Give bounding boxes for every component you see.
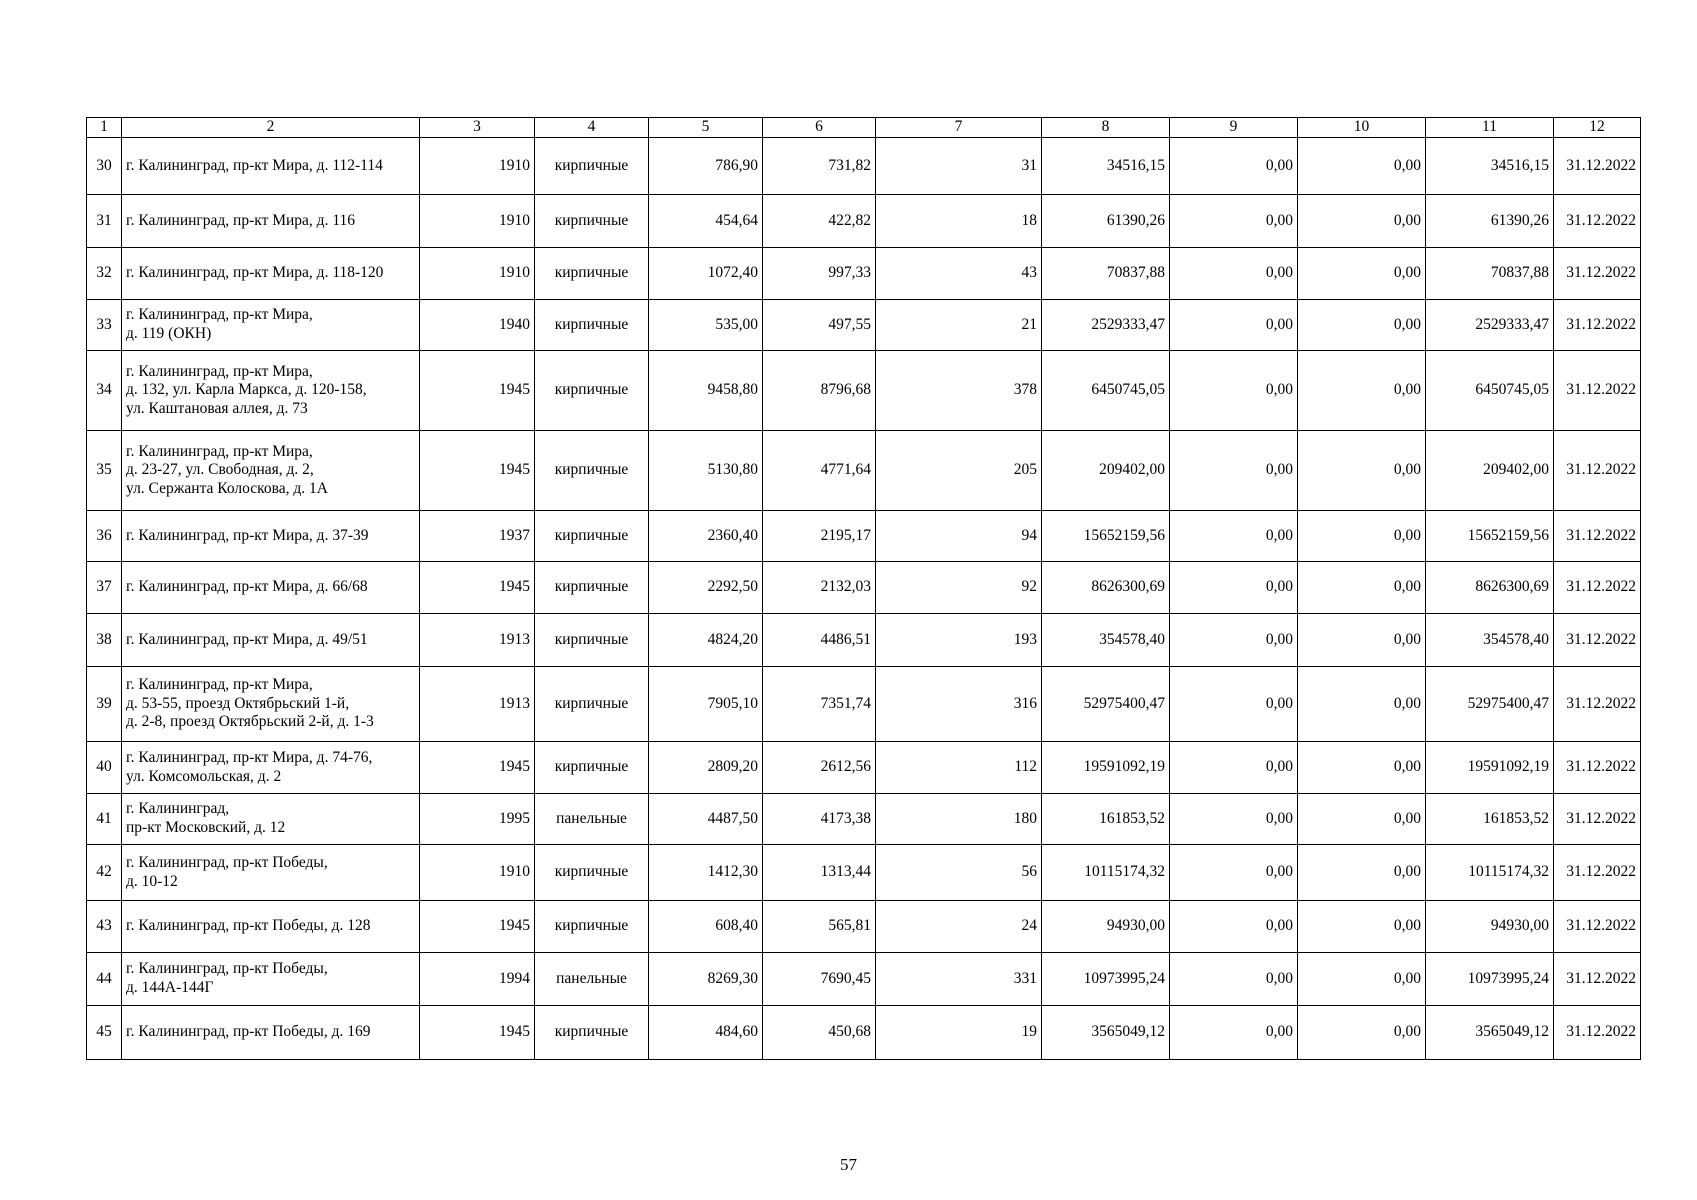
column-number-header-row — [87, 118, 1641, 138]
cell-num: 40 — [87, 742, 122, 794]
cell-v8: 8626300,69 — [1042, 562, 1170, 614]
cell-v9: 0,00 — [1170, 562, 1298, 614]
table-row — [87, 300, 1641, 351]
cell-year: 1940 — [420, 300, 535, 351]
cell-v6: 7690,45 — [763, 953, 876, 1006]
cell-v9: 0,00 — [1170, 248, 1298, 300]
cell-v5: 484,60 — [649, 1006, 763, 1060]
address-line: д. 144А-144Г — [126, 979, 214, 996]
cell-v11: 10115174,32 — [1426, 845, 1554, 901]
cell-v10: 0,00 — [1298, 431, 1426, 511]
cell-v11: 161853,52 — [1426, 794, 1554, 845]
cell-v7: 331 — [876, 953, 1042, 1006]
cell-v9: 0,00 — [1170, 431, 1298, 511]
cell-v7: 316 — [876, 667, 1042, 742]
cell-year: 1913 — [420, 667, 535, 742]
column-header: 4 — [535, 118, 649, 138]
cell-v5: 786,90 — [649, 138, 763, 195]
cell-date: 31.12.2022 — [1554, 742, 1641, 794]
cell-v5: 454,64 — [649, 195, 763, 248]
cell-year: 1910 — [420, 195, 535, 248]
address-line: г. Калининград, пр-кт Мира, д. 118-120 — [126, 264, 384, 282]
cell-v8: 10115174,32 — [1042, 845, 1170, 901]
cell-num: 32 — [87, 248, 122, 300]
address-line: г. Калининград, пр-кт Мира, — [126, 442, 313, 460]
cell-date: 31.12.2022 — [1554, 901, 1641, 953]
cell-v10: 0,00 — [1298, 300, 1426, 351]
cell-v6: 497,55 — [763, 300, 876, 351]
cell-v11: 2529333,47 — [1426, 300, 1554, 351]
cell-v6: 7351,74 — [763, 667, 876, 742]
cell-v10: 0,00 — [1298, 562, 1426, 614]
cell-v7: 92 — [876, 562, 1042, 614]
table-row — [87, 901, 1641, 953]
address-line: г. Калининград, пр-кт Победы, — [126, 853, 328, 871]
cell-v5: 1412,30 — [649, 845, 763, 901]
cell-num: 38 — [87, 614, 122, 667]
cell-v6: 4486,51 — [763, 614, 876, 667]
cell-v10: 0,00 — [1298, 511, 1426, 562]
table-row — [87, 742, 1641, 794]
table-row — [87, 511, 1641, 562]
table-row — [87, 562, 1641, 614]
cell-v9: 0,00 — [1170, 300, 1298, 351]
cell-address — [122, 901, 420, 953]
table-row — [87, 351, 1641, 431]
cell-v10: 0,00 — [1298, 614, 1426, 667]
address-line: г. Калининград, пр-кт Мира, д. 37-39 — [126, 526, 369, 544]
cell-v9: 0,00 — [1170, 845, 1298, 901]
cell-mat: кирпичные — [535, 351, 649, 431]
address-line: г. Калининград, пр-кт Победы, д. 128 — [126, 917, 371, 935]
cell-mat: кирпичные — [535, 195, 649, 248]
cell-v6: 422,82 — [763, 195, 876, 248]
cell-v9: 0,00 — [1170, 901, 1298, 953]
cell-year: 1945 — [420, 431, 535, 511]
cell-date: 31.12.2022 — [1554, 1006, 1641, 1060]
address-line: пр-кт Московский, д. 12 — [126, 819, 286, 836]
cell-mat: кирпичные — [535, 511, 649, 562]
cell-v9: 0,00 — [1170, 953, 1298, 1006]
cell-v8: 70837,88 — [1042, 248, 1170, 300]
cell-v6: 4173,38 — [763, 794, 876, 845]
cell-v9: 0,00 — [1170, 511, 1298, 562]
column-header: 8 — [1042, 118, 1170, 138]
address-line: д. 53-55, проезд Октябрьский 1-й, — [126, 694, 350, 712]
cell-num: 35 — [87, 431, 122, 511]
cell-v11: 354578,40 — [1426, 614, 1554, 667]
cell-v5: 2360,40 — [649, 511, 763, 562]
cell-num: 33 — [87, 300, 122, 351]
cell-year: 1945 — [420, 351, 535, 431]
cell-address — [122, 794, 420, 845]
cell-v5: 535,00 — [649, 300, 763, 351]
cell-address — [122, 845, 420, 901]
cell-address — [122, 300, 420, 351]
cell-v6: 450,68 — [763, 1006, 876, 1060]
cell-date: 31.12.2022 — [1554, 195, 1641, 248]
cell-v8: 15652159,56 — [1042, 511, 1170, 562]
cell-v8: 209402,00 — [1042, 431, 1170, 511]
cell-v5: 2292,50 — [649, 562, 763, 614]
table-row — [87, 953, 1641, 1006]
cell-v8: 34516,15 — [1042, 138, 1170, 195]
cell-v9: 0,00 — [1170, 614, 1298, 667]
table-row — [87, 248, 1641, 300]
cell-v9: 0,00 — [1170, 667, 1298, 742]
cell-date: 31.12.2022 — [1554, 511, 1641, 562]
cell-date: 31.12.2022 — [1554, 845, 1641, 901]
cell-mat: кирпичные — [535, 1006, 649, 1060]
cell-v10: 0,00 — [1298, 1006, 1426, 1060]
column-header: 7 — [876, 118, 1042, 138]
cell-v6: 731,82 — [763, 138, 876, 195]
cell-v5: 608,40 — [649, 901, 763, 953]
cell-v10: 0,00 — [1298, 248, 1426, 300]
cell-date: 31.12.2022 — [1554, 248, 1641, 300]
cell-v8: 6450745,05 — [1042, 351, 1170, 431]
address-line: ул. Сержанта Колоскова, д. 1А — [126, 479, 328, 497]
cell-v6: 1313,44 — [763, 845, 876, 901]
cell-address — [122, 248, 420, 300]
cell-address — [122, 351, 420, 431]
cell-v5: 9458,80 — [649, 351, 763, 431]
cell-v7: 18 — [876, 195, 1042, 248]
cell-num: 43 — [87, 901, 122, 953]
address-line: г. Калининград, пр-кт Мира, д. 66/68 — [126, 578, 368, 596]
cell-v8: 161853,52 — [1042, 794, 1170, 845]
cell-date: 31.12.2022 — [1554, 667, 1641, 742]
cell-address — [122, 953, 420, 1006]
cell-mat: кирпичные — [535, 248, 649, 300]
cell-v11: 6450745,05 — [1426, 351, 1554, 431]
table-row — [87, 845, 1641, 901]
table-row — [87, 138, 1641, 195]
cell-v7: 94 — [876, 511, 1042, 562]
cell-v10: 0,00 — [1298, 742, 1426, 794]
cell-v6: 4771,64 — [763, 431, 876, 511]
address-line: д. 119 (ОКН) — [126, 325, 212, 342]
cell-v9: 0,00 — [1170, 138, 1298, 195]
cell-v11: 70837,88 — [1426, 248, 1554, 300]
cell-num: 31 — [87, 195, 122, 248]
cell-year: 1937 — [420, 511, 535, 562]
cell-v6: 2132,03 — [763, 562, 876, 614]
cell-v10: 0,00 — [1298, 845, 1426, 901]
cell-v8: 94930,00 — [1042, 901, 1170, 953]
cell-v9: 0,00 — [1170, 351, 1298, 431]
cell-mat: панельные — [535, 794, 649, 845]
table-row — [87, 794, 1641, 845]
cell-v10: 0,00 — [1298, 667, 1426, 742]
cell-mat: кирпичные — [535, 614, 649, 667]
cell-v7: 180 — [876, 794, 1042, 845]
cell-v5: 5130,80 — [649, 431, 763, 511]
cell-num: 30 — [87, 138, 122, 195]
cell-address — [122, 431, 420, 511]
cell-date: 31.12.2022 — [1554, 138, 1641, 195]
cell-date: 31.12.2022 — [1554, 614, 1641, 667]
address-line: г. Калининград, пр-кт Мира, — [126, 306, 313, 324]
cell-v10: 0,00 — [1298, 953, 1426, 1006]
cell-address — [122, 614, 420, 667]
cell-v10: 0,00 — [1298, 901, 1426, 953]
cell-v6: 2612,56 — [763, 742, 876, 794]
cell-date: 31.12.2022 — [1554, 794, 1641, 845]
cell-mat: панельные — [535, 953, 649, 1006]
table-row — [87, 431, 1641, 511]
cell-v7: 19 — [876, 1006, 1042, 1060]
cell-v11: 94930,00 — [1426, 901, 1554, 953]
cell-address — [122, 742, 420, 794]
cell-v10: 0,00 — [1298, 195, 1426, 248]
cell-mat: кирпичные — [535, 300, 649, 351]
cell-year: 1913 — [420, 614, 535, 667]
cell-v8: 3565049,12 — [1042, 1006, 1170, 1060]
page-number: 57 — [840, 1155, 857, 1174]
column-header: 12 — [1554, 118, 1641, 138]
cell-year: 1945 — [420, 901, 535, 953]
cell-num: 42 — [87, 845, 122, 901]
address-line: г. Калининград, пр-кт Мира, д. 112-114 — [126, 156, 383, 174]
cell-date: 31.12.2022 — [1554, 953, 1641, 1006]
cell-v11: 15652159,56 — [1426, 511, 1554, 562]
table-row — [87, 614, 1641, 667]
cell-year: 1945 — [420, 742, 535, 794]
cell-v5: 4824,20 — [649, 614, 763, 667]
address-line: ул. Комсомольская, д. 2 — [126, 767, 282, 785]
cell-year: 1995 — [420, 794, 535, 845]
cell-address — [122, 195, 420, 248]
cell-v11: 3565049,12 — [1426, 1006, 1554, 1060]
cell-address — [122, 562, 420, 614]
cell-mat: кирпичные — [535, 845, 649, 901]
cell-v7: 56 — [876, 845, 1042, 901]
cell-v11: 209402,00 — [1426, 431, 1554, 511]
cell-v9: 0,00 — [1170, 195, 1298, 248]
cell-date: 31.12.2022 — [1554, 351, 1641, 431]
column-header: 2 — [122, 118, 420, 138]
cell-mat: кирпичные — [535, 138, 649, 195]
cell-date: 31.12.2022 — [1554, 562, 1641, 614]
cell-v9: 0,00 — [1170, 1006, 1298, 1060]
column-header: 9 — [1170, 118, 1298, 138]
address-line: д. 23-27, ул. Свободная, д. 2, — [126, 461, 314, 479]
cell-v11: 10973995,24 — [1426, 953, 1554, 1006]
cell-v7: 21 — [876, 300, 1042, 351]
cell-v10: 0,00 — [1298, 794, 1426, 845]
cell-mat: кирпичные — [535, 742, 649, 794]
cell-year: 1945 — [420, 562, 535, 614]
cell-v6: 565,81 — [763, 901, 876, 953]
cell-v8: 19591092,19 — [1042, 742, 1170, 794]
cell-num: 37 — [87, 562, 122, 614]
cell-year: 1910 — [420, 845, 535, 901]
cell-mat: кирпичные — [535, 667, 649, 742]
cell-year: 1910 — [420, 248, 535, 300]
address-line: г. Калининград, пр-кт Мира, д. 116 — [126, 211, 355, 229]
cell-v7: 112 — [876, 742, 1042, 794]
cell-year: 1910 — [420, 138, 535, 195]
cell-v7: 31 — [876, 138, 1042, 195]
cell-v11: 8626300,69 — [1426, 562, 1554, 614]
cell-v8: 354578,40 — [1042, 614, 1170, 667]
cell-v5: 8269,30 — [649, 953, 763, 1006]
cell-v11: 19591092,19 — [1426, 742, 1554, 794]
cell-v5: 2809,20 — [649, 742, 763, 794]
cell-v9: 0,00 — [1170, 742, 1298, 794]
address-line: г. Калининград, пр-кт Мира, — [126, 676, 313, 694]
cell-v10: 0,00 — [1298, 351, 1426, 431]
cell-v5: 1072,40 — [649, 248, 763, 300]
cell-address — [122, 667, 420, 742]
column-header: 1 — [87, 118, 122, 138]
address-line: д. 132, ул. Карла Маркса, д. 120-158, — [126, 381, 367, 399]
cell-v11: 61390,26 — [1426, 195, 1554, 248]
column-header: 5 — [649, 118, 763, 138]
cell-num: 44 — [87, 953, 122, 1006]
cell-address — [122, 511, 420, 562]
cell-v5: 7905,10 — [649, 667, 763, 742]
cell-address — [122, 138, 420, 195]
table-row — [87, 1006, 1641, 1060]
cell-v7: 43 — [876, 248, 1042, 300]
cell-v7: 205 — [876, 431, 1042, 511]
cell-year: 1945 — [420, 1006, 535, 1060]
table-row — [87, 667, 1641, 742]
address-line: г. Калининград, — [126, 800, 230, 818]
cell-v7: 378 — [876, 351, 1042, 431]
column-header: 10 — [1298, 118, 1426, 138]
column-header: 6 — [763, 118, 876, 138]
address-line: д. 10-12 — [126, 872, 178, 890]
cell-address — [122, 1006, 420, 1060]
cell-v6: 8796,68 — [763, 351, 876, 431]
table-row — [87, 195, 1641, 248]
cell-v7: 193 — [876, 614, 1042, 667]
cell-date: 31.12.2022 — [1554, 300, 1641, 351]
cell-num: 45 — [87, 1006, 122, 1060]
address-line: г. Калининград, пр-кт Победы, д. 169 — [126, 1023, 371, 1041]
cell-v11: 52975400,47 — [1426, 667, 1554, 742]
cell-mat: кирпичные — [535, 901, 649, 953]
cell-year: 1994 — [420, 953, 535, 1006]
column-header: 3 — [420, 118, 535, 138]
cell-v8: 61390,26 — [1042, 195, 1170, 248]
cell-mat: кирпичные — [535, 562, 649, 614]
cell-date: 31.12.2022 — [1554, 431, 1641, 511]
cell-v10: 0,00 — [1298, 138, 1426, 195]
address-line: д. 2-8, проезд Октябрьский 2-й, д. 1-3 — [126, 713, 374, 731]
cell-mat: кирпичные — [535, 431, 649, 511]
cell-v5: 4487,50 — [649, 794, 763, 845]
address-line: г. Калининград, пр-кт Мира, — [126, 362, 313, 380]
cell-v8: 2529333,47 — [1042, 300, 1170, 351]
address-line: ул. Каштановая аллея, д. 73 — [126, 399, 308, 417]
cell-v7: 24 — [876, 901, 1042, 953]
cell-v9: 0,00 — [1170, 794, 1298, 845]
cell-v8: 52975400,47 — [1042, 667, 1170, 742]
column-header: 11 — [1426, 118, 1554, 138]
address-line: г. Калининград, пр-кт Мира, д. 49/51 — [126, 630, 368, 648]
cell-num: 34 — [87, 351, 122, 431]
cell-num: 36 — [87, 511, 122, 562]
address-line: г. Калининград, пр-кт Мира, д. 74-76, — [126, 748, 373, 766]
address-line: г. Калининград, пр-кт Победы, — [126, 960, 328, 978]
cell-num: 39 — [87, 667, 122, 742]
cell-v6: 2195,17 — [763, 511, 876, 562]
cell-v11: 34516,15 — [1426, 138, 1554, 195]
cell-v8: 10973995,24 — [1042, 953, 1170, 1006]
cell-num: 41 — [87, 794, 122, 845]
housing-register-table — [86, 117, 1641, 1060]
cell-v6: 997,33 — [763, 248, 876, 300]
